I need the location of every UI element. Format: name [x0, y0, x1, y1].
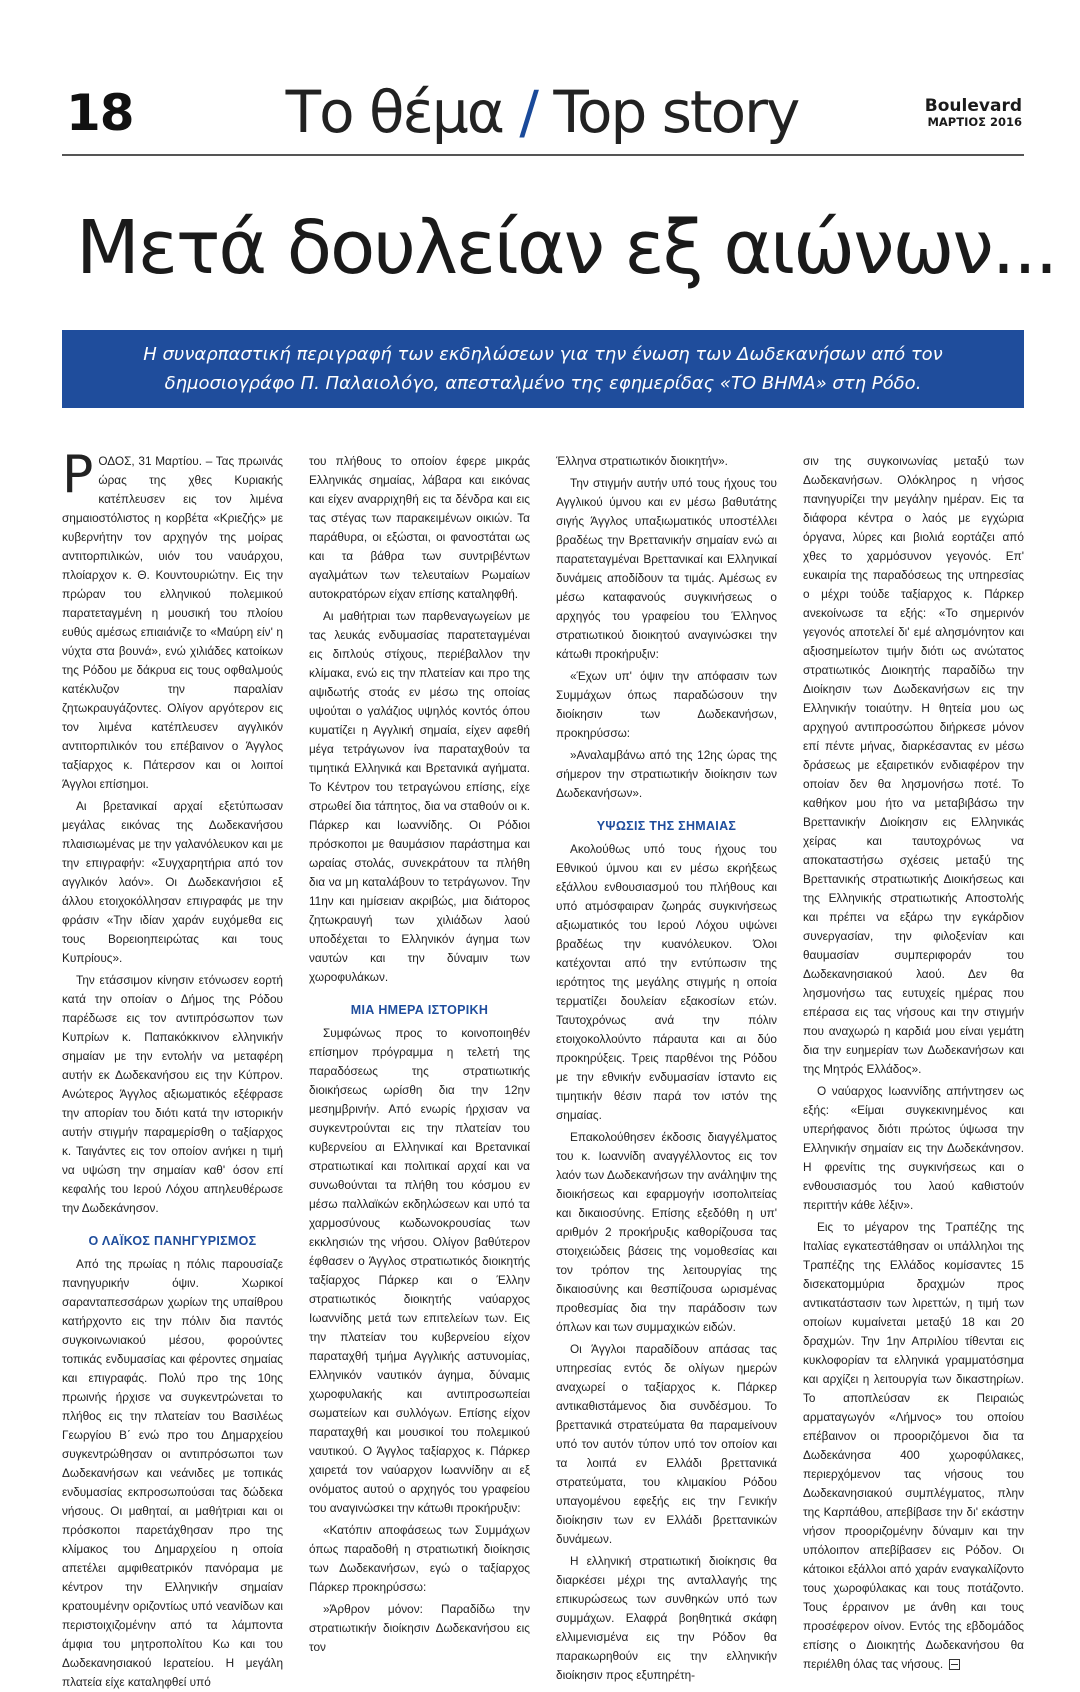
paragraph — [62, 445, 283, 794]
paragraph-text: Εις το μέγαρον της Τραπέζης της Ιταλίας εγκατεστάθησαν οι υπάλληλοι της Τραπέζης της Ελλάδος κομίσαντες 15 δισεκατομμύρια δραχμών προς αντικατάστασιν των λιρεττών, η τιμή των οποίων κυμαίνεται μεταξύ 18 και 20 δραχμών. Την 1ην Απριλίου τίθενται εις κυκλοφορίαν τα ελληνικά γραμματόσημα και αρχίζει η λειτουργία των δικαστηρίων. Το αποπλεύσαν εκ Πειραιώς αρματαγωγόν «Λήμνος» του οποίου επέβαινον οι προοριζόμενοι δια τα Δωδεκάνησα 400 χωροφύλακες, περιερχόμενον τας νήσους του Δωδεκανησιακού συμπλέγματος, πλην της Καρπάθου, απεβίβασε την δι' εκάστην νήσον προοριζομένην δύναμιν και την υπόλοιπον απεβίβασεν εις Ρόδον. Οι κάτοικοι εξάλλοι από χαράν εναγκαλίζοντο τους χωροφύλακας και τους ποτάζοντο. Τους έρραινον με άνθη και τους προσέφερον οίνον. Εντός της εβδομάδος επίσης ο Διοικητής Δωδεκανήσου θα περιέλθη όλας τας νήσους. — [803, 1220, 1024, 1671]
page-number: 18 — [66, 84, 134, 142]
text-column-2 — [309, 452, 530, 1654]
article-body — [62, 445, 1024, 1689]
paragraph: Από της πρωίας η πόλις παρουσίαζε πανηγυρικήν όψιν. Χωρικοί σαρανταπεσσάρων χωρίων της υπαίθρου κατήρχοντο εις την πόλιν δια παντός συγκοινωνιακού μέσου, φορούντες τοπικάς ενδυμασίας και φέροντες σημαίας και επιγραφάς. Πολύ προ της 10ης πρωινής ήρχισε να συγκεντρώνεται το πλήθος εις την πλατείαν του Βασιλέως Γεωργίου Β΄ ενώ προ του Δημαρχείου συγκεντρώθησαν οι αντιπρόσωποι των Δωδεκανήσων και νεάνιδες με τοπικάς ενδυμασίας εκπροσωπούσαι τας δώδεκα νήσους. Οι μαθηταί, αι μαθήτριαι και οι πρόσκοποι παρετάχθησαν προ της κλίμακος του Δημαρχείου η οποία απετέλει αμφιθεατρικόν πανόραμα με κέντρον την Ελληνικήν σημαίαν κρατουμένην οριζοντίως υπό νεανίδων και περιστοιχιζομένην από τα λάμποντα άμφια του μητροπολίτου Κω και του Δωδεκανησιακού Ιερατείου. Η μεγάλη πλατεία είχε καταληφθεί υπό — [62, 1257, 283, 1689]
end-of-article-icon — [949, 1659, 960, 1670]
paragraph: Συμφώνως προς το κοινοποιηθέν επίσημον πρόγραμμα η τελετή της παραδόσεως της στρατιωτικής διοικήσεως ωρίσθη δια την 12ην μεσημβρινήν. Από ενωρίς ήρχισαν να συγκεντρούνται εις την πλατείαν του κυβερνείου αι Ελληνικαί και Βρετανικαί στρατιωτικαί και πολιτικαί αρχαί και να συνωθούνται τα πλήθη του κόσμου εν μέσω παλλαϊκών εκδηλώσεων και υπό τα χαρμοσύνους κωδωνοκρουσίας των εκκλησιών της νήσου. Ολίγον βαθύτερον έφθασεν ο Άγγλος στρατιωτικός διοικητής ταξίαρχος Πάρκερ και ο Έλλην στρατιωτικός διοικητής ναύαρχος Ιωαννίδης μετά των επιτελείων των. Εις την πλατείαν του κυβερνείου είχον παραταχθή τμήμα Αγγλικής αστυνομίας, Ελληνικόν ναυτικόν άγημα, δύναμις χωροφυλακής και αντιπροσωπείαι σωματείων και συλλόγων. Επίσης είχον παραταχθή και μουσικοί του πολεμικού ναυτικού. Ο Άγγλος ταξίαρχος κ. Πάρκερ χαιρετά τον ναύαρχον Ιωαννίδην αι εξ ονόματος αυτού ο αρχηγός του γραφείου του αναγινώσκει την κάτωθι προκήρυξιν: — [309, 1026, 530, 1515]
section-title-greek: Το θέμα — [285, 78, 503, 146]
paragraph: Αι βρετανικαί αρχαί εξετύπωσαν μεγάλας εικόνας της Δωδεκανήσου πλαισιωμένας με την γαλανόλευκον και με την επιγραφήν: «Συγχαρητήρια από τον αγγλικόν λαόν». Οι Δωδεκανήσιοι εξ άλλου ετοιχοκόλλησαν επιγραφάς με την φράσιν «Την ιδίαν χαράν ευχόμεθα εις τους Βορειοηπειρώτας και τους Κυπρίους». — [62, 799, 283, 965]
paragraph: Την ετάσσιμον κίνησιν ετόνωσεν εορτή κατά την οποίαν ο Δήμος της Ρόδου παρέδωσε εις τον αντιπρόσωπον των Κυπρίων κ. Παπακόκκινον ελληνικήν σημαίαν με την εντολήν να μεταφέρη αυτήν εκ Δωδεκανήσου εις την Κύπρον. Ανώτερος Άγγλος αξιωματικός εξέφρασε την απορίαν του διότι κατά την ιστορικήν αυτήν στιγμήν παραμερίσθη ο ταξίαρχος κ. Ταιγάντες εις τον οποίον ανήκει η τιμή να υψώση την σημαίαν καθ' όσον επί κεφαλής του Ιερού Λόχου απηλευθέρωσε την Δωδεκάνησον. — [62, 973, 283, 1215]
paragraph: «Έχων υπ' όψιν την απόφασιν των Συμμάχων όπως παραδώσουν την διοίκησιν των Δωδεκανήσων, προκηρύσσω: — [556, 669, 777, 740]
publication-name: Boulevard — [924, 96, 1022, 116]
paragraph: Έλληνα στρατιωτικόν διοικητήν». — [556, 454, 728, 468]
section-title-separator: / — [519, 78, 537, 146]
page-header — [62, 78, 1022, 160]
paragraph: Οι Άγγλοι παραδίδουν απάσας τας υπηρεσίας εντός δε ολίγων ημερών αναχωρεί ο ταξίαρχος κ. Πάρκερ αντικαθιστάμενος δια συνδέσμου. Το βρεττανικά στρατεύματα θα παραμείνουν υπό τον αυτόν τύπον υπό τον οποίον και τα λοιπά εν Ελλάδι βρεττανικά στρατεύματα, του κλιμακίου Ρόδου υπαγομένου εφεξής εις την Γενικήν διοίκησιν των εν Ελλάδι βρεττανικών δυνάμεων. — [556, 1342, 777, 1546]
paragraph: Αι μαθήτριαι των παρθεναγωγείων με τας λευκάς ενδυμασίας παρατεταγμέναι εις διπλούς στίχους, περιέβαλλον την κλίμακα, ενώ εις την πλατείαν και προ της αψιδωτής στοάς εν μέσω της οποίας υψούται ο γαλάζιος υψηλός κοντός όπου κυματίζει η Αγγλική σημαία, είχεν αφεθή μέγα τετράγωνον ίνα παραταχθούν τα τιμητικά Ελληνικά και Βρετανικά αγήματα. Το Κέντρον του τετραγώνου επίσης, είχε στρωθεί δια τάπητος, δια να σταθούν οι κ. Πάρκερ και Ιωαννίδης. Οι Ρόδιοι πρόσκοποι με θαυμάσιον παράστημα και ωραίας στολάς, συνεκράτουν τα πλήθη δια να μη καταλάβουν το τετράγωνον. Την 11ην και ημίσειαν ακριβώς, μια διάτορος ζητωκραυγή των χιλιάδων λαού υποδέχεται το Ελληνικόν άγημα των ναυτών και την δύναμιν των χωροφυλάκων. — [309, 609, 530, 984]
paragraph — [803, 1218, 1024, 1674]
paragraph: »Αναλαμβάνω από της 12ης ώρας της σήμερον την στρατιωτικήν διοίκησιν των Δωδεκανήσων». — [556, 748, 777, 800]
paragraph: Επακολούθησεν έκδοσις διαγγέλματος του κ. Ιωαννίδη αναγγέλλοντος εις τον λαόν των Δωδεκανήσων την ανάληψιν της διοικήσεως και εφαρμογήν ισοπολιτείας και δικαιοσύνης. Επίσης εξεδόθη η υπ' αριθμόν 2 προκήρυξις καθορίζουσα τας στοιχειώδεις βάσεις της νομοθεσίας και τον τρόπον της λειτουργίας της δικαιοσύνης και θεσπίζουσα ωρισμένας προθεσμίας δια την παράδοσιν των όπλων και των συμμαχικών ειδών. — [556, 1130, 777, 1334]
publication-block — [925, 98, 1022, 129]
paragraph: Η ελληνική στρατιωτική διοίκησις θα διαρκέσει μέχρι της ανταλλαγής της επικυρώσεως των συνθηκών υπό των συμμάχων. Ελαφρά βοηθητικά σκάφη ελλιμενισμένα εις την Ρόδον θα παρακωρηθούν εις την ελληνικήν διοίκησιν προς εξυπηρέτη- — [556, 1554, 777, 1682]
paragraph: »Άρθρον μόνον: Παραδίδω την στρατιωτικήν διοίκησιν Δωδεκανήσου εις τον — [309, 1602, 530, 1654]
subheading: Ο ΛΑΪΚΟΣ ΠΑΝΗΓΥΡΙΣΜΟΣ — [88, 1234, 257, 1248]
article-headline: Μετά δουλείαν εξ αιώνων... — [76, 205, 1057, 291]
paragraph-text: ΟΔΟΣ, 31 Μαρτίου. – Τας πρωινάς ώρας της χθες Κυριακής κατέπλευσεν εις τον λιμένα σημαιοστόλιστος η κορβέτα «Κριεζής» με κυβερνήτην τον αρχηγόν της μοίρας αντιτορπιλικών, υιόν του ναυάρχου, πλοίαρχον κ. Θ. Κουντουριώτην. Εις την πρώραν του ελληνικού πολεμικού παρατεταγμένη η μουσική του πλοίου ευθύς αμέσως επιαιάνιζε το «Μαύρη είν' η νύχτα στα βουνά», ενώ χιλιάδες κατοίκων της Ρόδου με δάκρυα εις τους οφθαλμούς κατέκλυζον την παραλίαν ζητωκραυγάζοντες. Ολίγον αργότερον εις τον λιμένα κατέπλευσεν αγγλικόν αντιτορπιλικόν του επέβαινον ο Άγγλος ταξίαρχος κ. Πάτερσον και οι λοιποί Άγγλοι επίσημοι. — [62, 454, 283, 791]
paragraph: «Κατόπιν αποφάσεως των Συμμάχων όπως παραδοθή η στρατιωτική διοίκησις των Δωδεκανήσων, εγώ ο ταξίαρχος Πάρκερ προκηρύσσω: — [309, 1523, 530, 1594]
issue-date: ΜΑΡΤΙΟΣ 2016 — [927, 115, 1022, 129]
text-column-3 — [556, 452, 777, 1682]
drop-cap: Ρ — [62, 445, 94, 505]
article-deck: Η συναρπαστική περιγραφή των εκδηλώσεων για την ένωση των Δωδεκανήσων από τον δημοσιογράφο Π. Παλαιολόγο, απεσταλμένο της εφημερίδας «ΤΟ ΒΗΜΑ» στη Ρόδο. — [62, 330, 1024, 408]
header-divider — [62, 154, 1024, 156]
subheading: ΥΨΩΣΙΣ ΤΗΣ ΣΗΜΑΙΑΣ — [596, 819, 737, 833]
paragraph: Ο ναύαρχος Ιωαννίδης απήντησεν ως εξής: «Είμαι συγκεκινημένος και υπερήφανος διότι πρώτος ύψωσα την Ελληνικήν σημαίαν εις την Δωδεκάνησον. Η φρενίτις της συγκινήσεως και ο ενθουσιασμός του λαού καθιστούν περιττήν κάθε λέξιν». — [803, 1084, 1024, 1212]
paragraph: σιν της συγκοινωνίας μεταξύ των Δωδεκανήσων. Ολόκληρος η νήσος πανηγυρίζει την μεγάλην ημέραν. Εις τα διάφορα κέντρα ο λαός με εγχώρια όργανα, λύρες και βιολιά εορτάζει από χθες το χαρμόσυνον γεγονός. Επ' ευκαιρία της παραδόσεως της υπηρεσίας ο μέχρι τούδε ταξίαρχος κ. Πάρκερ ανεκοίνωσε τα εξής: «Το σημερινόν γεγονός αποτελεί δι' εμέ αλησμόνητον και αξιοσημείωτον τιμήν διότι ως ανώτατος στρατιωτικός Διοικητής παραδίδω την Διοίκησιν των Δωδεκανήσων εις την Ελληνικήν τοιαύτην. Η θητεία μου ως αρχηγού αντιπροσώπου διήρκεσε μόνον επί πέντε μήνας, διαρκέσαντας εν μέσω δράσεως με εξαιρετικόν ενδιαφέρον την οποίαν δεν θα λησμονήσω ποτέ. Το καθήκον μου ήτο να μεταβιβάσω την Βρεττανικήν Διοίκησιν εις Ελληνικάς χείρας και ταυτοχρόνως να αποκαταστήσω σχέσεις μεταξύ της Βρεττανικής στρατιωτικής Διοικήσεως και της Ελληνικής στρατιωτικής Αποστολής και πρέπει να εξάρω την εγκάρδιον συνεργασίαν, την φιλοξενίαν και θαυμασίαν συμπεριφοράν του Δωδεκανησιακού λαού. Δεν θα λησμονήσω τας ευτυχείς ημέρας που επέρασα εις τας νήσους και την στιγμήν που αναχωρώ η καρδιά μου είναι γεμάτη δια την ευημερίαν των Δωδεκανήσων και της Μητρός Ελλάδος». — [803, 454, 1024, 1076]
paragraph: Την στιγμήν αυτήν υπό τους ήχους του Αγγλικού ύμνου και εν μέσω βαθυτάτης σιγής Άγγλος υπαξιωματικός υποστέλλει βραδέως την Βρεττανικήν σημαίαν ενώ αι παρατεταγμέναι Βρεττανικαί και Ελληνικαί δυνάμεις αποδίδουν τα τιμάς. Αμέσως εν μέσω καταφανούς συγκινήσεως ο αρχηγός του γραφείου του Έλληνος στρατιωτικού διοικητού αναγινώσκει την κάτωθι προκήρυξιν: — [556, 476, 777, 661]
paragraph: του πλήθους το οποίον έφερε μικράς Ελληνικάς σημαίας, λάβαρα και εικόνας και είχεν αναρριχηθή εις τα δένδρα και εις τας στέγας των παρακειμένων οικιών. Τα παράθυρα, οι εξώσται, οι φανοστάται ως και τα βάθρα των συντριβέντων αγαλμάτων των τελευταίων Ρωμαίων αυτοκρατόρων είχαν επίσης καταληφθή. — [309, 454, 530, 601]
paragraph: Ακολούθως υπό τους ήχους του Εθνικού ύμνου και εν μέσω εκρήξεως εξάλλου ενθουσιασμού του πλήθους και υπό ατμόσφαιραν ζωηράς συγκινήσεως αξιωματικός του Ιερού Λόχου υψώνει βραδέως την κυανόλευκον. Όλοι κατέχονται από την εντύπωσιν της ιερότητος της μεγάλης στιγμής η οποία τερματίζει δουλείαν εξακοσίων ετών. Ταυτοχρόνως ανά την πόλιν ετοιχοκολλούντο πάραυτα και αι δύο προκηρύξεις. Τρεις παρθένοι της Ρόδου με την εθνικήν ενδυμασίαν ίστανto εις τιμητικήν θέσιν παρά τον ιστόν της σημαίας. — [556, 842, 777, 1122]
section-title — [62, 78, 1022, 146]
section-title-english: Top story — [553, 78, 799, 146]
text-column-4 — [803, 452, 1024, 1671]
text-column-1 — [62, 445, 283, 1689]
subheading: ΜΙΑ ΗΜΕΡΑ ΙΣΤΟΡΙΚΗ — [350, 1003, 489, 1017]
